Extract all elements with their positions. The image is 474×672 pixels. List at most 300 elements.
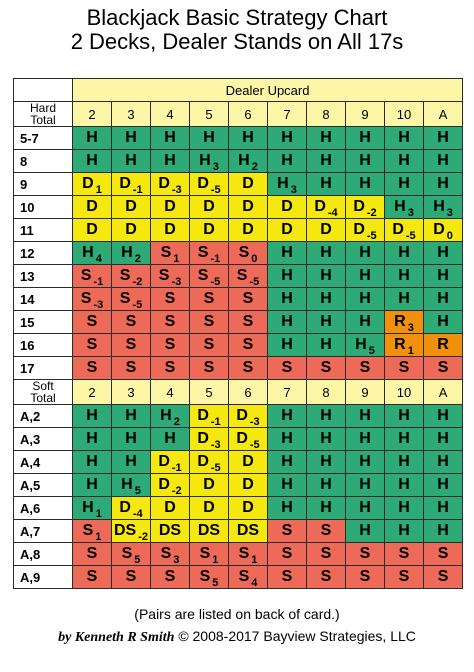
row-label: A,8 bbox=[14, 543, 73, 566]
strategy-cell bbox=[151, 520, 190, 543]
action-code: D bbox=[164, 221, 176, 238]
strategy-cell bbox=[112, 474, 151, 497]
action-code: H bbox=[355, 336, 367, 353]
strategy-cell bbox=[229, 451, 268, 474]
strategy-cell bbox=[73, 265, 112, 288]
strategy-cell bbox=[190, 543, 229, 566]
strategy-cell bbox=[346, 334, 385, 357]
strategy-cell bbox=[229, 311, 268, 334]
action-code: H bbox=[86, 407, 98, 424]
action-code: H bbox=[281, 244, 293, 261]
strategy-cell bbox=[424, 451, 463, 474]
strategy-cell bbox=[151, 219, 190, 242]
strategy-cell bbox=[385, 428, 424, 451]
upcard-A: A bbox=[424, 102, 463, 127]
count-index: -2 bbox=[132, 276, 143, 288]
action-code: D bbox=[242, 476, 254, 493]
strategy-cell bbox=[229, 288, 268, 311]
action-code: D bbox=[203, 476, 215, 493]
row-label: 16 bbox=[14, 334, 73, 357]
row-label: 9 bbox=[14, 173, 73, 196]
action-code: H bbox=[125, 430, 137, 447]
strategy-cell bbox=[112, 219, 151, 242]
strategy-cell bbox=[307, 357, 346, 380]
action-code: D bbox=[242, 453, 254, 470]
action-code: H bbox=[164, 152, 176, 169]
action-code: H bbox=[281, 313, 293, 330]
action-code: S bbox=[164, 290, 176, 307]
action-code: S bbox=[320, 359, 332, 376]
strategy-cell bbox=[229, 196, 268, 219]
strategy-cell bbox=[424, 219, 463, 242]
action-code: H bbox=[359, 313, 371, 330]
strategy-cell bbox=[268, 311, 307, 334]
action-code: S bbox=[86, 545, 98, 562]
action-code: S bbox=[242, 359, 254, 376]
action-code: S bbox=[242, 313, 254, 330]
upcard-9: 9 bbox=[346, 102, 385, 127]
action-code: H bbox=[125, 453, 137, 470]
strategy-cell bbox=[112, 334, 151, 357]
count-index: -5 bbox=[366, 230, 377, 242]
action-code: D bbox=[242, 175, 254, 192]
strategy-cell bbox=[112, 566, 151, 589]
strategy-cell bbox=[73, 311, 112, 334]
strategy-cell bbox=[268, 357, 307, 380]
action-code: S bbox=[80, 290, 92, 307]
strategy-cell bbox=[151, 543, 190, 566]
strategy-cell bbox=[229, 474, 268, 497]
action-code: S bbox=[203, 290, 215, 307]
action-code: R bbox=[394, 313, 406, 330]
count-index: -1 bbox=[210, 253, 221, 265]
action-code: H bbox=[281, 476, 293, 493]
action-code: H bbox=[437, 522, 449, 539]
count-index: -4 bbox=[327, 207, 338, 219]
count-index: -5 bbox=[210, 462, 221, 474]
action-code: H bbox=[398, 244, 410, 261]
action-code: H bbox=[437, 290, 449, 307]
strategy-cell bbox=[112, 196, 151, 219]
action-code: S bbox=[281, 522, 293, 539]
action-code: H bbox=[320, 476, 332, 493]
action-code: S bbox=[359, 568, 371, 585]
strategy-cell bbox=[385, 288, 424, 311]
action-code: H bbox=[82, 244, 94, 261]
action-code: S bbox=[197, 267, 209, 284]
count-index: 5 bbox=[368, 345, 375, 357]
action-code: S bbox=[199, 568, 211, 585]
action-code: S bbox=[121, 545, 133, 562]
upcard-2: 2 bbox=[73, 102, 112, 127]
action-code: D bbox=[353, 221, 365, 238]
action-code: S bbox=[125, 313, 137, 330]
strategy-cell bbox=[229, 265, 268, 288]
action-code: S bbox=[119, 290, 131, 307]
action-code: H bbox=[121, 244, 133, 261]
strategy-cell bbox=[424, 520, 463, 543]
strategy-cell bbox=[268, 219, 307, 242]
row-label: A,4 bbox=[14, 451, 73, 474]
action-code: D bbox=[86, 198, 98, 215]
action-code: H bbox=[238, 152, 250, 169]
strategy-cell bbox=[346, 497, 385, 520]
strategy-cell bbox=[424, 173, 463, 196]
strategy-cell bbox=[190, 497, 229, 520]
strategy-cell bbox=[190, 265, 229, 288]
action-code: H bbox=[437, 175, 449, 192]
action-code: H bbox=[437, 244, 449, 261]
strategy-cell bbox=[73, 219, 112, 242]
action-code: H bbox=[359, 453, 371, 470]
hard-row bbox=[14, 196, 463, 219]
action-code: S bbox=[236, 267, 248, 284]
strategy-cell bbox=[307, 428, 346, 451]
upcard-4: 4 bbox=[151, 380, 190, 405]
action-code: H bbox=[437, 152, 449, 169]
row-label: A,5 bbox=[14, 474, 73, 497]
row-label: A,2 bbox=[14, 405, 73, 428]
strategy-cell bbox=[346, 543, 385, 566]
strategy-cell bbox=[229, 173, 268, 196]
strategy-cell bbox=[307, 242, 346, 265]
strategy-cell bbox=[424, 566, 463, 589]
strategy-cell bbox=[346, 405, 385, 428]
upcard-8: 8 bbox=[307, 102, 346, 127]
strategy-cell bbox=[73, 127, 112, 150]
strategy-cell bbox=[268, 196, 307, 219]
action-code: H bbox=[320, 152, 332, 169]
action-code: H bbox=[359, 267, 371, 284]
strategy-cell bbox=[424, 497, 463, 520]
strategy-cell bbox=[112, 428, 151, 451]
action-code: D bbox=[242, 198, 254, 215]
strategy-cell bbox=[307, 219, 346, 242]
action-code: D bbox=[203, 221, 215, 238]
action-code: S bbox=[437, 568, 449, 585]
count-index: 1 bbox=[251, 554, 258, 566]
strategy-cell bbox=[346, 428, 385, 451]
action-code: H bbox=[320, 453, 332, 470]
count-index: 5 bbox=[212, 577, 219, 589]
strategy-cell bbox=[385, 173, 424, 196]
action-code: DS bbox=[113, 522, 137, 539]
count-index: 4 bbox=[251, 577, 258, 589]
action-code: S bbox=[359, 359, 371, 376]
strategy-cell bbox=[385, 451, 424, 474]
count-index: -5 bbox=[210, 184, 221, 196]
action-code: S bbox=[125, 336, 137, 353]
strategy-cell bbox=[229, 219, 268, 242]
action-code: H bbox=[277, 175, 289, 192]
action-code: D bbox=[242, 499, 254, 516]
strategy-cell bbox=[268, 242, 307, 265]
count-index: -3 bbox=[93, 299, 104, 311]
strategy-cell bbox=[151, 405, 190, 428]
strategy-cell bbox=[112, 127, 151, 150]
action-code: H bbox=[82, 499, 94, 516]
action-code: R bbox=[394, 336, 406, 353]
count-index: -4 bbox=[132, 508, 143, 520]
strategy-cell bbox=[151, 173, 190, 196]
hard-row bbox=[14, 150, 463, 173]
action-code: S bbox=[164, 313, 176, 330]
strategy-cell bbox=[268, 428, 307, 451]
action-code: H bbox=[203, 129, 215, 146]
count-index: 3 bbox=[407, 207, 414, 219]
action-code: S bbox=[160, 545, 172, 562]
strategy-cell bbox=[229, 242, 268, 265]
strategy-cell bbox=[112, 288, 151, 311]
strategy-cell bbox=[151, 497, 190, 520]
action-code: D bbox=[86, 221, 98, 238]
strategy-cell bbox=[307, 173, 346, 196]
action-code: D bbox=[242, 221, 254, 238]
strategy-cell bbox=[307, 474, 346, 497]
strategy-cell bbox=[346, 196, 385, 219]
strategy-cell bbox=[229, 150, 268, 173]
action-code: S bbox=[320, 522, 332, 539]
strategy-cell bbox=[268, 127, 307, 150]
count-index: 1 bbox=[407, 345, 414, 357]
strategy-cell bbox=[190, 451, 229, 474]
footer-credit bbox=[0, 628, 474, 646]
strategy-cell bbox=[112, 520, 151, 543]
count-index: -5 bbox=[132, 299, 143, 311]
strategy-cell bbox=[268, 334, 307, 357]
strategy-cell bbox=[307, 127, 346, 150]
strategy-cell bbox=[268, 405, 307, 428]
action-code: H bbox=[359, 290, 371, 307]
action-code: D bbox=[119, 175, 131, 192]
strategy-cell bbox=[385, 543, 424, 566]
action-code: H bbox=[86, 129, 98, 146]
strategy-cell bbox=[190, 405, 229, 428]
strategy-cell bbox=[307, 520, 346, 543]
upcard-5: 5 bbox=[190, 380, 229, 405]
count-index: 2 bbox=[134, 253, 141, 265]
count-index: 3 bbox=[407, 322, 414, 334]
strategy-cell bbox=[190, 474, 229, 497]
strategy-cell bbox=[424, 196, 463, 219]
upcard-5: 5 bbox=[190, 102, 229, 127]
action-code: S bbox=[398, 568, 410, 585]
count-index: -3 bbox=[210, 439, 221, 451]
strategy-cell bbox=[307, 311, 346, 334]
action-code: D bbox=[203, 499, 215, 516]
strategy-cell bbox=[112, 451, 151, 474]
action-code: H bbox=[160, 407, 172, 424]
action-code: H bbox=[125, 152, 137, 169]
strategy-cell bbox=[268, 474, 307, 497]
row-label: 17 bbox=[14, 357, 73, 380]
strategy-cell bbox=[73, 405, 112, 428]
action-code: H bbox=[398, 476, 410, 493]
action-code: H bbox=[359, 476, 371, 493]
upcard-6: 6 bbox=[229, 380, 268, 405]
action-code: D bbox=[125, 198, 137, 215]
action-code: H bbox=[320, 290, 332, 307]
soft-row bbox=[14, 497, 463, 520]
strategy-cell bbox=[190, 196, 229, 219]
action-code: S bbox=[86, 359, 98, 376]
count-index: -3 bbox=[171, 276, 182, 288]
strategy-cell bbox=[385, 242, 424, 265]
strategy-table bbox=[13, 78, 463, 589]
strategy-cell bbox=[346, 127, 385, 150]
action-code: H bbox=[394, 198, 406, 215]
upcard-7: 7 bbox=[268, 380, 307, 405]
upcard-10: 10 bbox=[385, 102, 424, 127]
copyright-text: © 2008-2017 Bayview Strategies, LLC bbox=[178, 628, 416, 644]
strategy-cell bbox=[424, 265, 463, 288]
hard-row bbox=[14, 127, 463, 150]
strategy-cell bbox=[73, 543, 112, 566]
action-code: H bbox=[359, 430, 371, 447]
strategy-cell bbox=[424, 311, 463, 334]
strategy-cell bbox=[424, 543, 463, 566]
strategy-cell bbox=[112, 357, 151, 380]
action-code: H bbox=[125, 407, 137, 424]
hard-row bbox=[14, 242, 463, 265]
row-label: 12 bbox=[14, 242, 73, 265]
row-label: A,7 bbox=[14, 520, 73, 543]
soft-row bbox=[14, 428, 463, 451]
strategy-cell bbox=[424, 474, 463, 497]
action-code: H bbox=[320, 175, 332, 192]
strategy-cell bbox=[268, 265, 307, 288]
strategy-cell bbox=[229, 520, 268, 543]
count-index: -2 bbox=[366, 207, 377, 219]
row-label: A,6 bbox=[14, 497, 73, 520]
strategy-cell bbox=[73, 474, 112, 497]
soft-row bbox=[14, 405, 463, 428]
strategy-cell bbox=[73, 451, 112, 474]
action-code: S bbox=[203, 336, 215, 353]
action-code: H bbox=[320, 267, 332, 284]
upcard-7: 7 bbox=[268, 102, 307, 127]
strategy-cell bbox=[151, 428, 190, 451]
count-index: 5 bbox=[134, 554, 141, 566]
strategy-cell bbox=[385, 127, 424, 150]
action-code: H bbox=[281, 152, 293, 169]
action-code: D bbox=[353, 198, 365, 215]
strategy-cell bbox=[385, 405, 424, 428]
strategy-cell bbox=[229, 357, 268, 380]
count-index: -1 bbox=[210, 416, 221, 428]
action-code: H bbox=[359, 407, 371, 424]
action-code: H bbox=[359, 522, 371, 539]
action-code: H bbox=[433, 198, 445, 215]
strategy-cell bbox=[346, 242, 385, 265]
hard-row bbox=[14, 357, 463, 380]
hard-row bbox=[14, 311, 463, 334]
action-code: S bbox=[437, 359, 449, 376]
action-code: D bbox=[158, 453, 170, 470]
action-code: D bbox=[82, 175, 94, 192]
action-code: H bbox=[199, 152, 211, 169]
hard-row bbox=[14, 288, 463, 311]
strategy-cell bbox=[385, 497, 424, 520]
action-code: H bbox=[437, 430, 449, 447]
action-code: S bbox=[125, 568, 137, 585]
strategy-cell bbox=[190, 219, 229, 242]
upcard-A: A bbox=[424, 380, 463, 405]
strategy-cell bbox=[307, 150, 346, 173]
strategy-cell bbox=[229, 543, 268, 566]
strategy-cell bbox=[385, 334, 424, 357]
action-code: S bbox=[242, 290, 254, 307]
action-code: H bbox=[398, 499, 410, 516]
strategy-cell bbox=[268, 497, 307, 520]
strategy-cell bbox=[346, 173, 385, 196]
action-code: H bbox=[359, 499, 371, 516]
strategy-cell bbox=[346, 566, 385, 589]
strategy-cell bbox=[112, 405, 151, 428]
action-code: D bbox=[158, 476, 170, 493]
row-label: 10 bbox=[14, 196, 73, 219]
strategy-cell bbox=[268, 150, 307, 173]
hard-row bbox=[14, 173, 463, 196]
upcard-6: 6 bbox=[229, 102, 268, 127]
action-code: D bbox=[164, 198, 176, 215]
action-code: H bbox=[398, 290, 410, 307]
chart-subtitle: 2 Decks, Dealer Stands on All 17s bbox=[70, 29, 404, 54]
count-index: 0 bbox=[446, 230, 453, 242]
strategy-cell bbox=[268, 520, 307, 543]
strategy-cell bbox=[73, 242, 112, 265]
action-code: H bbox=[398, 453, 410, 470]
strategy-cell bbox=[73, 196, 112, 219]
action-code: H bbox=[121, 476, 133, 493]
strategy-cell bbox=[424, 150, 463, 173]
strategy-cell bbox=[190, 127, 229, 150]
strategy-cell bbox=[151, 451, 190, 474]
strategy-cell bbox=[229, 127, 268, 150]
strategy-cell bbox=[307, 288, 346, 311]
strategy-cell bbox=[385, 566, 424, 589]
action-code: D bbox=[164, 499, 176, 516]
strategy-cell bbox=[385, 311, 424, 334]
hard-total-label: Hard Total bbox=[14, 102, 73, 127]
strategy-cell bbox=[73, 428, 112, 451]
hard-row bbox=[14, 265, 463, 288]
strategy-cell bbox=[151, 150, 190, 173]
action-code: D bbox=[433, 221, 445, 238]
strategy-cell bbox=[229, 405, 268, 428]
strategy-cell bbox=[424, 242, 463, 265]
action-code: H bbox=[281, 336, 293, 353]
corner-cell bbox=[14, 79, 73, 102]
strategy-cell bbox=[307, 543, 346, 566]
count-index: 1 bbox=[212, 554, 219, 566]
action-code: H bbox=[320, 336, 332, 353]
action-code: H bbox=[398, 175, 410, 192]
count-index: -5 bbox=[405, 230, 416, 242]
row-label: 14 bbox=[14, 288, 73, 311]
count-index: -5 bbox=[249, 276, 260, 288]
strategy-cell bbox=[151, 474, 190, 497]
strategy-cell bbox=[346, 520, 385, 543]
count-index: -2 bbox=[138, 531, 148, 543]
strategy-cell bbox=[73, 334, 112, 357]
strategy-cell bbox=[112, 543, 151, 566]
strategy-cell bbox=[268, 288, 307, 311]
strategy-cell bbox=[385, 265, 424, 288]
action-code: S bbox=[164, 359, 176, 376]
action-code: H bbox=[359, 244, 371, 261]
hard-row bbox=[14, 219, 463, 242]
